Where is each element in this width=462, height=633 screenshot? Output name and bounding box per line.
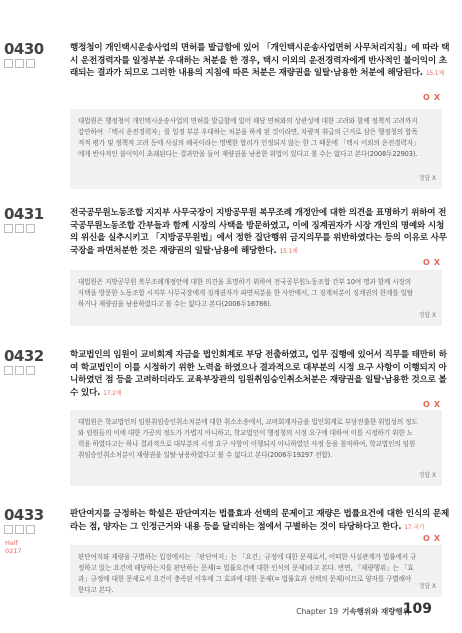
chapter-title: 기속행위와 재량행위 <box>342 607 410 616</box>
explanation-box: 판단여지와 재량을 구별하는 입장에서는 「판단여지」는 「요건」규정에 대한 문제로서, 어떠한 사실관계가 법률에서 규정하고 있는 요건에 해당하는지를 판단하는 문제(= 법률요건에 대한 인식의 문제)라고 본다. 반면, 「재량행위」는 「효과」규정에 대한 문제로서 요건이 충족된 이후에 그 효과에 대한 문제(= 법률효과 선택의 문제)이므로 양자를 구별해야 한다고 본다. 정답 X <box>70 545 442 597</box>
chapter-footer <box>296 606 410 617</box>
question-number: 0430 <box>4 40 44 58</box>
answer-label: 정답 X <box>418 583 436 590</box>
explanation-box: 대법원은 지방공무원 복무조례개정안에 대한 의견을 표명하기 위하여 전국공무원노동조합 간부 10여 명과 함께 시장의 사택을 방문한 노동조합 시지부 사무국장에게 징계권자가 파면처분을 한 사안에서, 그 징계처분이 징계권의 한계를 일탈하거나 재량권을 남용하였다고 볼 수는 없다고 본다(2006두16786). 정답 X <box>70 270 442 326</box>
exam-source: 17.2채 <box>103 389 122 397</box>
exam-source: 15.1채 <box>279 247 298 255</box>
checkboxes[interactable] <box>4 366 35 375</box>
answer-label: 정답 X <box>418 175 436 182</box>
question-number: 0432 <box>4 347 44 365</box>
ox-marker[interactable]: O X <box>423 258 440 267</box>
exam-source: 17.국가 <box>404 523 425 531</box>
checkboxes[interactable] <box>4 59 35 68</box>
checkboxes[interactable] <box>4 525 35 534</box>
ox-marker[interactable]: O X <box>423 400 440 409</box>
chapter-label: Chapter 19 <box>296 607 339 616</box>
exam-source: 15.1채 <box>425 70 444 78</box>
question-stem: 전국공무원노동조합 지지부 사무국장이 지방공무원 복무조례 개정안에 대한 의견을 표명하기 위하여 전국공무원노동조합 간부들과 함께 시장의 사택을 방문하였고, 이에 징계권자가 시장 개인의 명예와 시청의 위신을 실추시키고 「지방공무원법」에서 정한 집단행위 금지의무를 위반하였다는 등의 이유로 사무국장을 파면처분한 것은 재량권의 일탈·남용에 해당한다. 15.1채 <box>70 208 447 256</box>
question-stem: 학교법인의 임원이 교비회계 자금을 법인회계로 부당 전출하였고, 업무 집행에 있어서 직무를 태만히 하여 학교법인이 이를 시정하기 위한 노력을 하였으나 결과적으로 대부분의 시정 요구 사항이 이행되지 아니하였던 점 등을 고려하더라도 교육부장관의 임원취임승인취소처분은 재량권을 일탈·남용한 것으로 볼 수 있다. 17.2채 <box>70 350 447 398</box>
half-badge: Half 0217 <box>5 539 22 555</box>
ox-marker[interactable]: O X <box>423 93 440 102</box>
question-stem: 행정청이 개인택시운송사업의 면허를 발급함에 있어 「개인택시운송사업면허 사무처리지침」에 따라 택시 운전경력자를 일정부분 우대하는 처분을 한 경우, 택시 이외의 운전경력자에게 반사적인 불이익이 초래되는 결과가 되므로 그러한 내용의 지침에 따른 처분은 재량권을 일탈·남용한 처분에 해당된다. 15.1채 <box>70 43 450 79</box>
checkboxes[interactable] <box>4 224 35 233</box>
answer-label: 정답 X <box>418 312 436 319</box>
page-number: 109 <box>402 601 432 617</box>
ox-marker[interactable]: O X <box>423 534 440 543</box>
question-stem: 판단여지를 긍정하는 학설은 판단여지는 법률효과 선택의 문제이고 재량은 법률요건에 대한 인식의 문제라는 점, 양자는 그 인정근거와 내용 등을 달리하는 점에서 구별하는 것이 타당하다고 한다. 17.국가 <box>70 509 450 532</box>
explanation-box: 대법원은 학교법인의 임원취임승인취소처분에 대한 취소소송에서, 교비회계자금을 법인회계로 부당전출한 위법성의 정도와 임원들의 이에 대한 가공의 정도가 가볍지 아니하고, 학교법인이 행정청의 시정 요구에 대하여 이를 시정하기 위한 노력을 하였다고는 하나 결과적으로 대부분의 시정 요구 사항이 이행되지 아니하였던 사정 등을 참작하여, 학교법인의 임원취임승인취소처분이 재량권을 일탈·남용하였다고 볼 수 없다고 본다(2006두19297 전합). 정답 X <box>70 410 442 486</box>
question-number: 0431 <box>4 205 44 223</box>
explanation-box: 대법원은 행정청이 개인택시운송사업의 면허를 발급함에 있어 해당 면허와의 상관성에 대한 고려와 함께 정책적 고려까지 감안하여 「택시 운전경력자」를 일정 부분 우대하는 처분을 하게 된 것이라면, 차량적 취급의 근거로 삼은 행정청의 합목적적 평가 및 정책적 고려 등에 사실의 해곡이라는 명백한 합리가 인정되지 않는 한 그 때문에 「택시 이외의 운전경력자」에게 반사적인 불이익이 초래된다는 결과만을 들어 재량권을 남용한 위법이 있다고 볼 수는 없다고 본다(2008두22903). 정답 X <box>70 109 442 189</box>
answer-label: 정답 X <box>418 472 436 479</box>
question-number: 0433 <box>4 506 44 524</box>
